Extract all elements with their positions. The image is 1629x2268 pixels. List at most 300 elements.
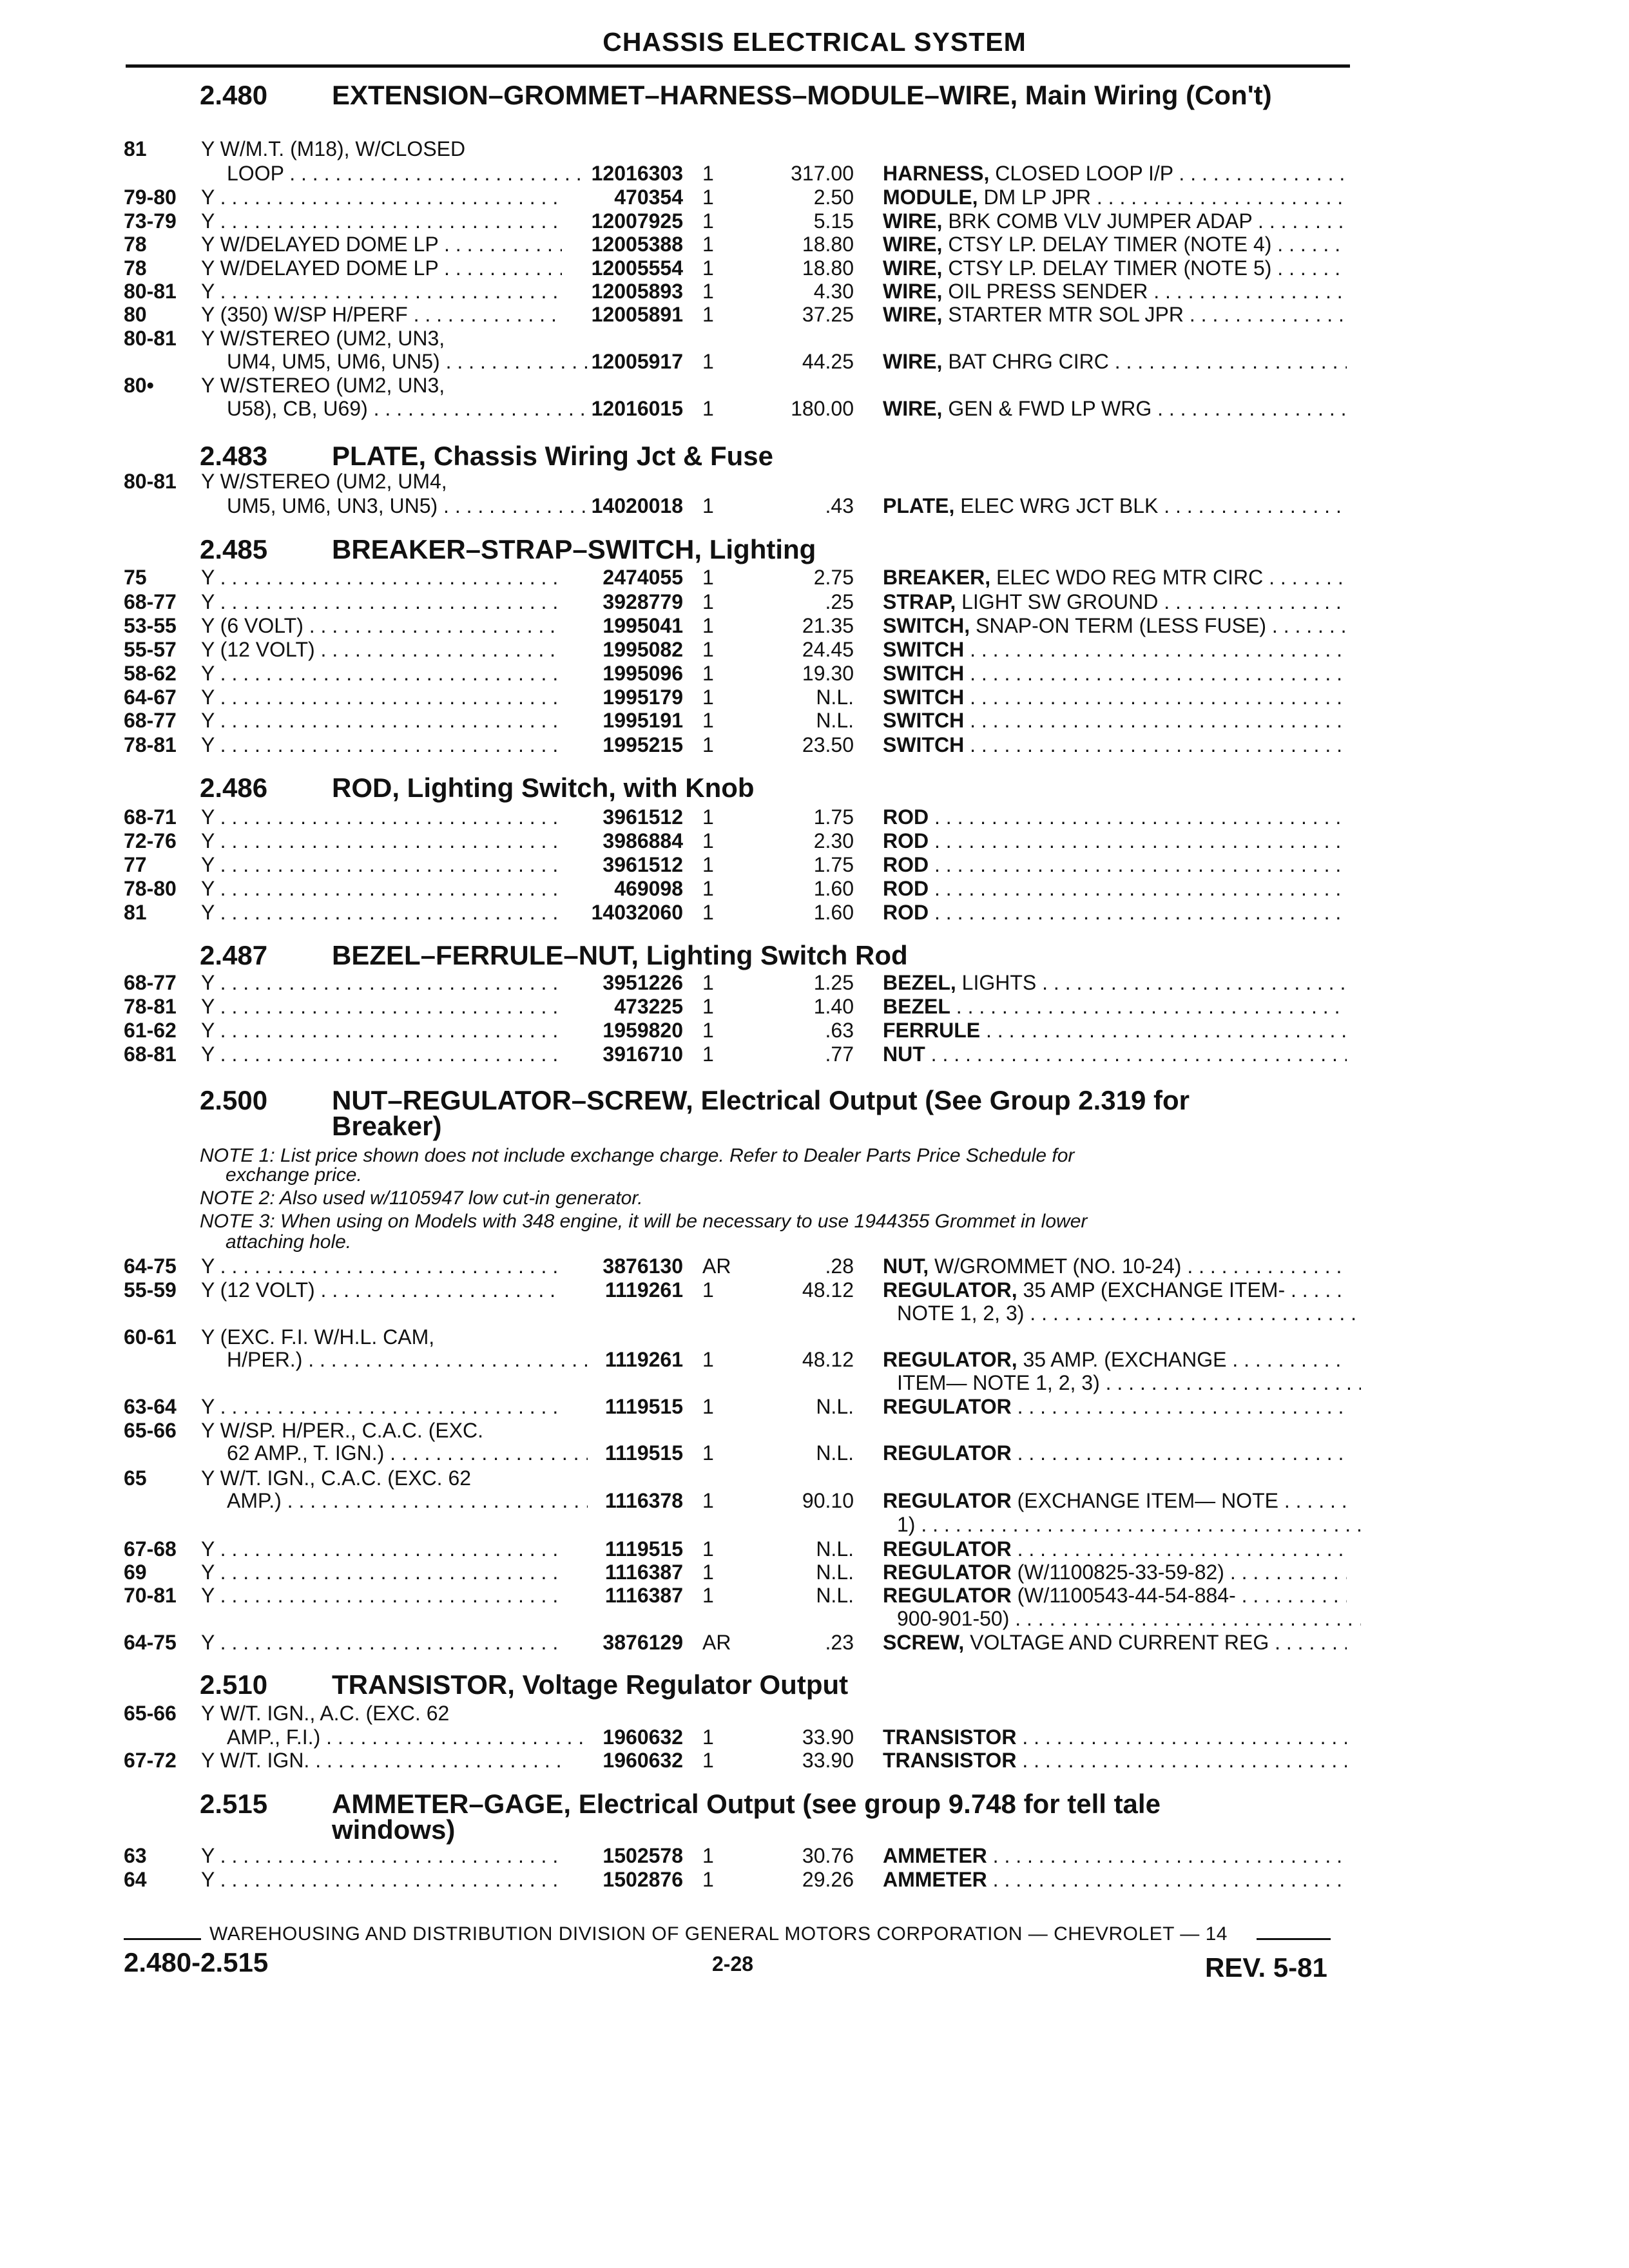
- part-number: 3961512: [602, 853, 683, 876]
- section-number: 2.487: [200, 940, 268, 970]
- part-row: [0, 1489, 1629, 1512]
- part-number: 1995041: [602, 614, 683, 637]
- quantity: 1: [702, 233, 714, 256]
- part-number: 12005554: [591, 256, 683, 280]
- model-years: 80-81: [124, 280, 177, 303]
- part-name: [883, 1631, 1347, 1654]
- part-name-bold: ROD: [883, 853, 929, 876]
- list-price: N.L.: [816, 686, 854, 709]
- part-name-bold: NUT: [883, 1043, 925, 1066]
- part-row: [0, 1348, 1629, 1371]
- part-row: [0, 829, 1629, 852]
- model-years: 64-67: [124, 686, 177, 709]
- part-name-bold: AMMETER: [883, 1868, 987, 1891]
- part-name-bold: STRAP,: [883, 590, 956, 613]
- part-row: [0, 805, 1629, 829]
- part-name: [883, 280, 1347, 303]
- part-name: [883, 638, 1347, 661]
- part-name-detail: CTSY LP. DELAY TIMER (NOTE 5): [942, 256, 1272, 280]
- application-desc: Y . . .: [201, 995, 562, 1018]
- application-desc: Y (6 VOLT) . . .: [201, 614, 562, 637]
- application-desc: UM5, UM6, UN3, UN5) . . .: [227, 494, 588, 517]
- application-desc: UM4, UM5, UM6, UN5) . . .: [227, 350, 588, 373]
- list-price: 317.00: [791, 162, 854, 185]
- quantity: 1: [702, 397, 714, 420]
- part-number: 1502876: [602, 1868, 683, 1891]
- application-desc: Y (EXC. F.I. W/H.L. CAM,: [201, 1325, 435, 1349]
- part-name-bold: TRANSISTOR: [883, 1749, 1017, 1772]
- part-row: [0, 1441, 1629, 1465]
- part-row: [0, 1043, 1629, 1066]
- part-name-bold: ROD: [883, 829, 929, 852]
- part-number: 1119515: [604, 1537, 683, 1561]
- part-row: [0, 1513, 1629, 1536]
- section-title: BREAKER–STRAP–SWITCH, Lighting: [332, 534, 816, 564]
- section-title: BEZEL–FERRULE–NUT, Lighting Switch Rod: [332, 940, 908, 970]
- application-desc: Y W/DELAYED DOME LP . . .: [201, 256, 562, 280]
- application-desc: Y . . .: [201, 590, 562, 613]
- quantity: 1: [702, 1278, 714, 1302]
- section-title: AMMETER–GAGE, Electrical Output (see group 9.748 for tell tale windows): [332, 1789, 1161, 1845]
- application-desc: Y W/STEREO (UM2, UM4,: [201, 470, 447, 493]
- part-name-bold: REGULATOR: [883, 1441, 1012, 1465]
- part-name-bold: SWITCH: [883, 638, 965, 661]
- part-name-detail: W/GROMMET (NO. 10-24): [929, 1254, 1182, 1278]
- part-name: [897, 1513, 1361, 1536]
- part-name: [883, 901, 1347, 924]
- section-number: 2.500: [200, 1085, 268, 1115]
- part-name-bold: FERRULE: [883, 1019, 981, 1042]
- application-desc: Y . . .: [201, 805, 562, 829]
- part-name: [883, 1844, 1347, 1867]
- quantity: AR: [702, 1254, 731, 1278]
- quantity: 1: [702, 1395, 714, 1418]
- part-name-bold: SWITCH: [883, 733, 965, 756]
- model-years: 78-80: [124, 877, 177, 900]
- model-years: 63: [124, 1844, 147, 1867]
- part-row: [0, 877, 1629, 900]
- part-name: [883, 1749, 1347, 1772]
- application-desc: Y . . .: [201, 709, 562, 732]
- list-price: N.L.: [816, 1395, 854, 1418]
- part-number: 1959820: [602, 1019, 683, 1042]
- part-name-bold: WIRE,: [883, 350, 943, 373]
- application-desc: Y . . .: [201, 662, 562, 685]
- quantity: 1: [702, 971, 714, 994]
- quantity: 1: [702, 209, 714, 233]
- application-desc: Y . . .: [201, 209, 562, 233]
- part-number: 469098: [614, 877, 683, 900]
- model-years: 81: [124, 901, 147, 924]
- part-name-detail: (W/1100543-44-54-884-: [1011, 1584, 1236, 1607]
- application-desc: Y W/DELAYED DOME LP . . .: [201, 233, 562, 256]
- part-name-bold: SWITCH,: [883, 614, 970, 637]
- quantity: 1: [702, 1561, 714, 1584]
- model-years: 78-81: [124, 733, 177, 756]
- quantity: 1: [702, 1725, 714, 1749]
- part-name: [883, 877, 1347, 900]
- part-row: [0, 162, 1629, 185]
- part-name-bold: SWITCH: [883, 709, 965, 732]
- part-number: 3876129: [602, 1631, 683, 1654]
- list-price: N.L.: [816, 1561, 854, 1584]
- application-desc: Y . . .: [201, 733, 562, 756]
- part-number: 3928779: [602, 590, 683, 613]
- list-price: 24.45: [802, 638, 854, 661]
- application-desc: Y . . .: [201, 1254, 562, 1278]
- footer-page-number: 2-28: [712, 1952, 754, 1975]
- quantity: 1: [702, 256, 714, 280]
- part-row: [0, 1302, 1629, 1325]
- part-name: [883, 709, 1347, 732]
- part-number: 470354: [614, 186, 683, 209]
- part-name-detail: 900-901-50): [897, 1607, 1010, 1630]
- quantity: 1: [702, 1749, 714, 1772]
- part-row: [0, 209, 1629, 233]
- model-years: 80•: [124, 374, 154, 397]
- list-price: 48.12: [802, 1348, 854, 1371]
- list-price: 19.30: [802, 662, 854, 685]
- application-desc: H/PER.) . . .: [227, 1348, 588, 1371]
- part-name-detail: 35 AMP. (EXCHANGE: [1017, 1348, 1227, 1371]
- part-name: [883, 1043, 1347, 1066]
- list-price: 2.50: [813, 186, 854, 209]
- part-name-detail: ELEC WRG JCT BLK: [954, 494, 1159, 517]
- quantity: 1: [702, 829, 714, 852]
- part-name: [883, 303, 1347, 326]
- note-line: attaching hole.: [226, 1231, 352, 1253]
- part-name: [883, 1395, 1347, 1418]
- quantity: 1: [702, 877, 714, 900]
- list-price: 1.25: [813, 971, 854, 994]
- part-name: [883, 1019, 1347, 1042]
- part-number: 1119515: [604, 1441, 683, 1465]
- model-years: 75: [124, 566, 147, 589]
- part-number: 12005917: [591, 350, 683, 373]
- part-name: [897, 1607, 1361, 1630]
- quantity: 1: [702, 494, 714, 517]
- quantity: 1: [702, 709, 714, 732]
- part-number: 3876130: [602, 1254, 683, 1278]
- part-row: [0, 256, 1629, 280]
- part-name-bold: ROD: [883, 877, 929, 900]
- model-years: 67-72: [124, 1749, 177, 1772]
- part-name-detail: 1): [897, 1513, 916, 1536]
- application-desc: Y . . .: [201, 1043, 562, 1066]
- part-name: [883, 662, 1347, 685]
- quantity: 1: [702, 1441, 714, 1465]
- part-name-bold: AMMETER: [883, 1844, 987, 1867]
- header-rule: [126, 64, 1350, 68]
- note-line: NOTE 3: When using on Models with 348 engine, it will be necessary to use 1944355 Grommet in lower: [200, 1211, 1088, 1232]
- part-number: 3986884: [602, 829, 683, 852]
- list-price: 1.75: [813, 805, 854, 829]
- model-years: 61-62: [124, 1019, 177, 1042]
- part-name-detail: VOLTAGE AND CURRENT REG: [964, 1631, 1269, 1654]
- model-years: 73-79: [124, 209, 177, 233]
- part-name-bold: SWITCH: [883, 662, 965, 685]
- part-row: [0, 995, 1629, 1018]
- model-years: 65-66: [124, 1419, 177, 1442]
- part-name: [883, 162, 1347, 185]
- model-years: 80-81: [124, 327, 177, 350]
- part-name-bold: REGULATOR: [883, 1537, 1012, 1561]
- part-row: [0, 1607, 1629, 1630]
- list-price: .77: [825, 1043, 854, 1066]
- quantity: 1: [702, 566, 714, 589]
- part-row: [0, 350, 1629, 373]
- application-desc: Y . . .: [201, 1561, 562, 1584]
- part-row: [0, 327, 1629, 350]
- footer-group-range: 2.480-2.515: [124, 1947, 269, 1977]
- part-name-bold: REGULATOR: [883, 1561, 1012, 1584]
- application-desc: Y W/SP. H/PER., C.A.C. (EXC.: [201, 1419, 484, 1442]
- part-name-detail: CTSY LP. DELAY TIMER (NOTE 4): [942, 233, 1272, 256]
- part-name-bold: MODULE,: [883, 186, 978, 209]
- quantity: 1: [702, 350, 714, 373]
- model-years: 60-61: [124, 1325, 177, 1349]
- part-number: 1995215: [602, 733, 683, 756]
- part-row: [0, 1561, 1629, 1584]
- model-years: 68-77: [124, 971, 177, 994]
- part-name: [883, 1278, 1347, 1302]
- section-title: ROD, Lighting Switch, with Knob: [332, 773, 755, 803]
- part-row: [0, 186, 1629, 209]
- part-row: [0, 303, 1629, 326]
- application-desc: Y . . .: [201, 280, 562, 303]
- quantity: 1: [702, 1584, 714, 1607]
- part-name-bold: REGULATOR: [883, 1489, 1012, 1512]
- application-desc: Y W/STEREO (UM2, UN3,: [201, 374, 445, 397]
- quantity: 1: [702, 1043, 714, 1066]
- model-years: 70-81: [124, 1584, 177, 1607]
- part-number: 12005388: [591, 233, 683, 256]
- part-name: [883, 233, 1347, 256]
- application-desc: Y (12 VOLT) . . .: [201, 638, 562, 661]
- quantity: 1: [702, 1844, 714, 1867]
- part-row: [0, 709, 1629, 732]
- part-row: [0, 1537, 1629, 1561]
- application-desc: Y . . .: [201, 829, 562, 852]
- list-price: 5.15: [813, 209, 854, 233]
- quantity: 1: [702, 805, 714, 829]
- part-number: 12016303: [591, 162, 683, 185]
- application-desc: Y W/M.T. (M18), W/CLOSED: [201, 137, 466, 160]
- section-title: PLATE, Chassis Wiring Jct & Fuse: [332, 441, 773, 471]
- section-number: 2.485: [200, 534, 268, 564]
- part-name-detail: SNAP-ON TERM (LESS FUSE): [970, 614, 1267, 637]
- quantity: 1: [702, 686, 714, 709]
- section-number: 2.486: [200, 773, 268, 803]
- model-years: 69: [124, 1561, 147, 1584]
- list-price: 1.60: [813, 877, 854, 900]
- note-line: exchange price.: [226, 1164, 362, 1186]
- footer-division: WAREHOUSING AND DISTRIBUTION DIVISION OF GENERAL MOTORS CORPORATION — CHEVROLET — 14: [209, 1923, 1228, 1945]
- quantity: 1: [702, 1348, 714, 1371]
- list-price: .63: [825, 1019, 854, 1042]
- part-name-detail: OIL PRESS SENDER: [942, 280, 1148, 303]
- part-row: [0, 233, 1629, 256]
- model-years: 81: [124, 137, 147, 160]
- part-number: 1995082: [602, 638, 683, 661]
- part-row: [0, 1466, 1629, 1490]
- model-years: 77: [124, 853, 147, 876]
- part-number: 1960632: [602, 1749, 683, 1772]
- quantity: 1: [702, 590, 714, 613]
- part-name: [883, 1584, 1347, 1607]
- quantity: 1: [702, 303, 714, 326]
- part-name-detail: 35 AMP (EXCHANGE ITEM-: [1017, 1278, 1286, 1302]
- part-number: 14020018: [591, 494, 683, 517]
- application-desc: Y (350) W/SP H/PERF . . .: [201, 303, 562, 326]
- quantity: 1: [702, 662, 714, 685]
- part-name: [883, 1725, 1347, 1749]
- section-number: 2.483: [200, 441, 268, 471]
- part-name: [883, 209, 1347, 233]
- part-number: 3951226: [602, 971, 683, 994]
- footer-rule-left: [124, 1938, 201, 1940]
- part-name-bold: SCREW,: [883, 1631, 965, 1654]
- application-desc: Y . . .: [201, 1631, 562, 1654]
- part-row: [0, 374, 1629, 397]
- quantity: 1: [702, 280, 714, 303]
- list-price: .23: [825, 1631, 854, 1654]
- part-row: [0, 1868, 1629, 1891]
- part-row: [0, 1749, 1629, 1772]
- application-desc: Y W/STEREO (UM2, UN3,: [201, 327, 445, 350]
- part-number: 1119261: [604, 1278, 683, 1302]
- part-name: [883, 186, 1347, 209]
- list-price: 21.35: [802, 614, 854, 637]
- part-name-bold: PLATE,: [883, 494, 955, 517]
- list-price: 1.40: [813, 995, 854, 1018]
- part-name-bold: WIRE,: [883, 233, 943, 256]
- part-name-detail: LIGHT SW GROUND: [956, 590, 1159, 613]
- application-desc: Y . . .: [201, 1395, 562, 1418]
- part-row: [0, 853, 1629, 876]
- part-name: [883, 1537, 1347, 1561]
- part-name: [883, 1254, 1347, 1278]
- part-row: [0, 470, 1629, 493]
- part-number: 2474055: [602, 566, 683, 589]
- part-row: [0, 1371, 1629, 1394]
- part-name: [883, 1441, 1347, 1465]
- part-row: [0, 971, 1629, 994]
- part-name: [883, 733, 1347, 756]
- part-name-bold: REGULATOR: [883, 1584, 1012, 1607]
- list-price: 2.30: [813, 829, 854, 852]
- quantity: 1: [702, 638, 714, 661]
- part-name: [897, 1371, 1361, 1394]
- model-years: 78: [124, 233, 147, 256]
- part-name-detail: (EXCHANGE ITEM— NOTE: [1011, 1489, 1278, 1512]
- quantity: 1: [702, 901, 714, 924]
- part-name: [883, 566, 1347, 589]
- part-name-detail: ITEM— NOTE 1, 2, 3): [897, 1371, 1100, 1394]
- part-name-bold: WIRE,: [883, 209, 943, 233]
- model-years: 79-80: [124, 186, 177, 209]
- model-years: 80: [124, 303, 147, 326]
- section-number: 2.515: [200, 1789, 268, 1819]
- part-name: [883, 350, 1347, 373]
- part-number: 12005891: [591, 303, 683, 326]
- application-desc: Y . . .: [201, 686, 562, 709]
- application-desc: Y W/T. IGN., C.A.C. (EXC. 62: [201, 1466, 472, 1490]
- part-row: [0, 494, 1629, 517]
- list-price: 4.30: [813, 280, 854, 303]
- list-price: 1.60: [813, 901, 854, 924]
- part-name-bold: ROD: [883, 805, 929, 829]
- part-row: [0, 1702, 1629, 1725]
- part-name-bold: BREAKER,: [883, 566, 991, 589]
- part-number: 3961512: [602, 805, 683, 829]
- part-row: [0, 733, 1629, 756]
- application-desc: Y W/T. IGN., A.C. (EXC. 62: [201, 1702, 450, 1725]
- model-years: 68-71: [124, 805, 177, 829]
- application-desc: AMP.) . . .: [227, 1489, 588, 1512]
- part-row: [0, 1325, 1629, 1349]
- part-row: [0, 662, 1629, 685]
- section-title: NUT–REGULATOR–SCREW, Electrical Output (See Group 2.319 for Breaker): [332, 1085, 1190, 1141]
- list-price: 18.80: [802, 233, 854, 256]
- part-name-detail: GEN & FWD LP WRG: [942, 397, 1152, 420]
- list-price: 18.80: [802, 256, 854, 280]
- part-name-detail: (W/1100825-33-59-82): [1011, 1561, 1224, 1584]
- model-years: 65-66: [124, 1702, 177, 1725]
- list-price: 1.75: [813, 853, 854, 876]
- part-row: [0, 1019, 1629, 1042]
- part-name: [883, 1348, 1347, 1371]
- list-price: 23.50: [802, 733, 854, 756]
- model-years: 67-68: [124, 1537, 177, 1561]
- application-desc: Y . . .: [201, 186, 562, 209]
- part-name-bold: ROD: [883, 901, 929, 924]
- quantity: 1: [702, 995, 714, 1018]
- model-years: 78: [124, 256, 147, 280]
- part-name: [883, 995, 1347, 1018]
- application-desc: Y . . .: [201, 853, 562, 876]
- part-number: 1116378: [604, 1489, 683, 1512]
- list-price: 90.10: [802, 1489, 854, 1512]
- part-name-bold: REGULATOR,: [883, 1348, 1017, 1371]
- model-years: 58-62: [124, 662, 177, 685]
- part-name: [883, 1868, 1347, 1891]
- list-price: 180.00: [791, 397, 854, 420]
- part-name-detail: ELEC WDO REG MTR CIRC: [990, 566, 1264, 589]
- application-desc: Y . . .: [201, 1537, 562, 1561]
- page-header-title: CHASSIS ELECTRICAL SYSTEM: [602, 27, 1027, 57]
- part-name-detail: BRK COMB VLV JUMPER ADAP: [942, 209, 1253, 233]
- part-row: [0, 590, 1629, 613]
- part-name-bold: SWITCH: [883, 686, 965, 709]
- quantity: 1: [702, 1537, 714, 1561]
- part-number: 1116387: [604, 1584, 683, 1607]
- list-price: .43: [825, 494, 854, 517]
- model-years: 53-55: [124, 614, 177, 637]
- application-desc: LOOP . . .: [227, 162, 588, 185]
- part-name: [883, 971, 1347, 994]
- section-number: 2.510: [200, 1669, 268, 1700]
- note-line: NOTE 2: Also used w/1105947 low cut-in generator.: [200, 1187, 643, 1209]
- list-price: 48.12: [802, 1278, 854, 1302]
- part-name-bold: BEZEL: [883, 995, 950, 1018]
- part-number: 1119515: [604, 1395, 683, 1418]
- quantity: 1: [702, 733, 714, 756]
- application-desc: Y . . .: [201, 1584, 562, 1607]
- part-number: 473225: [614, 995, 683, 1018]
- part-name: [883, 805, 1347, 829]
- part-number: 1116387: [604, 1561, 683, 1584]
